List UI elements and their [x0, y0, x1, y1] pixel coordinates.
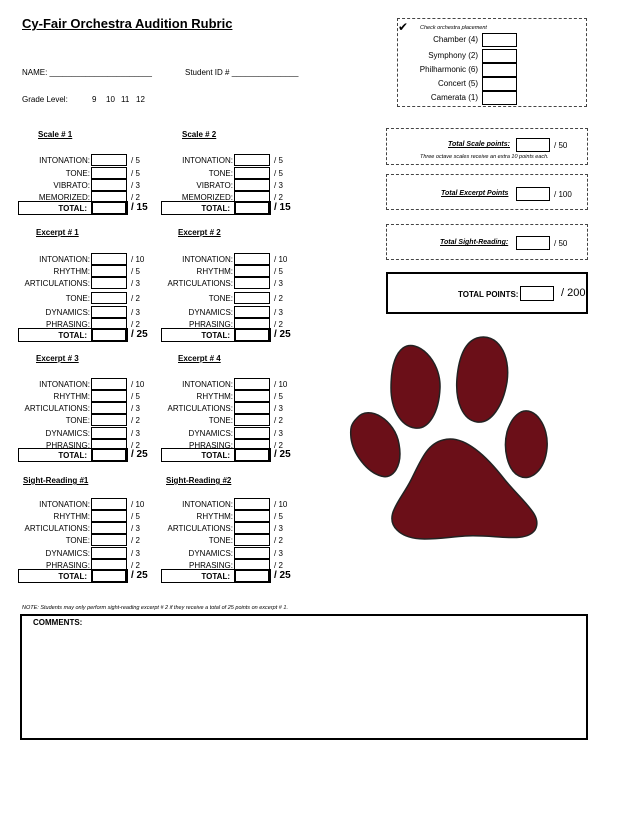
criterion-label: RHYTHM:: [53, 512, 90, 521]
placement-checkbox[interactable]: [482, 49, 517, 63]
total-label: TOTAL:: [58, 572, 87, 581]
placement-checkbox[interactable]: [482, 63, 517, 77]
score-input[interactable]: [234, 154, 270, 166]
criterion-label: ARTICULATIONS:: [167, 404, 233, 413]
score-input[interactable]: [91, 534, 127, 546]
score-input[interactable]: [91, 277, 127, 289]
sight-total-input[interactable]: [516, 236, 550, 250]
criterion-label: DYNAMICS:: [45, 308, 90, 317]
max-points: / 3: [131, 279, 140, 288]
score-input[interactable]: [234, 292, 270, 304]
max-points: / 3: [274, 404, 283, 413]
placement-option-label: Camerata (1): [430, 93, 478, 102]
total-input[interactable]: [234, 569, 270, 583]
total-label: TOTAL:: [201, 331, 230, 340]
total-max: / 25: [131, 570, 148, 581]
student-id-field[interactable]: Student ID # _______________: [185, 68, 299, 77]
placement-checkbox[interactable]: [482, 77, 517, 91]
max-points: / 10: [274, 255, 288, 264]
grade-option-9[interactable]: 9: [92, 95, 97, 104]
max-points: / 10: [131, 500, 145, 509]
max-points: / 2: [274, 193, 283, 202]
criterion-label: INTONATION:: [39, 156, 90, 165]
comments-label: COMMENTS:: [33, 618, 83, 627]
criterion-label: TONE:: [65, 416, 90, 425]
score-input[interactable]: [91, 498, 127, 510]
score-input[interactable]: [91, 547, 127, 559]
comments-box[interactable]: [20, 614, 588, 740]
excerpt-total-label: Total Excerpt Points: [441, 190, 509, 197]
total-max: / 25: [274, 449, 291, 460]
page-title: Cy-Fair Orchestra Audition Rubric: [22, 16, 233, 31]
max-points: / 3: [274, 524, 283, 533]
max-points: / 5: [274, 512, 283, 521]
scale-total-input[interactable]: [516, 138, 550, 152]
total-label: TOTAL:: [58, 331, 87, 340]
placement-option-label: Concert (5): [437, 79, 478, 88]
criterion-label: RHYTHM:: [196, 512, 233, 521]
score-input[interactable]: [234, 277, 270, 289]
max-points: / 2: [274, 320, 283, 329]
score-input[interactable]: [234, 265, 270, 277]
total-input[interactable]: [234, 448, 270, 462]
criterion-label: DYNAMICS:: [188, 429, 233, 438]
score-input[interactable]: [234, 179, 270, 191]
max-points: / 5: [131, 267, 140, 276]
criterion-label: INTONATION:: [39, 380, 90, 389]
criterion-label: VIBRATO:: [53, 181, 90, 190]
criterion-label: INTONATION:: [39, 255, 90, 264]
score-input[interactable]: [91, 510, 127, 522]
section-title: Excerpt # 1: [36, 228, 79, 237]
max-points: / 3: [131, 524, 140, 533]
max-points: / 3: [131, 404, 140, 413]
total-label: TOTAL:: [201, 451, 230, 460]
criterion-label: ARTICULATIONS:: [24, 279, 90, 288]
criterion-label: DYNAMICS:: [188, 308, 233, 317]
criterion-label: VIBRATO:: [196, 181, 233, 190]
total-max: / 25: [131, 329, 148, 340]
max-points: / 2: [131, 193, 140, 202]
criterion-label: PHRASING:: [45, 320, 90, 329]
max-points: / 3: [131, 549, 140, 558]
score-input[interactable]: [91, 378, 127, 390]
score-input[interactable]: [91, 306, 127, 318]
max-points: / 5: [274, 267, 283, 276]
check-icon: ✔: [398, 20, 409, 34]
total-points-label: TOTAL POINTS:: [458, 290, 519, 299]
total-max: / 25: [131, 449, 148, 460]
score-input[interactable]: [91, 253, 127, 265]
max-points: / 3: [131, 429, 140, 438]
score-input[interactable]: [234, 547, 270, 559]
section-title: Scale # 1: [38, 130, 73, 139]
total-max: / 15: [274, 202, 291, 213]
criterion-label: ARTICULATIONS:: [167, 524, 233, 533]
grade-option-11[interactable]: 11: [121, 95, 130, 104]
score-input[interactable]: [234, 427, 270, 439]
total-label: TOTAL:: [58, 204, 87, 213]
max-points: / 3: [274, 429, 283, 438]
total-max: / 15: [131, 202, 148, 213]
criterion-label: INTONATION:: [182, 380, 233, 389]
total-points-input[interactable]: [520, 286, 554, 301]
max-points: / 5: [274, 392, 283, 401]
max-points: / 2: [131, 561, 140, 570]
criterion-label: RHYTHM:: [196, 392, 233, 401]
criterion-label: DYNAMICS:: [45, 549, 90, 558]
total-points-max: / 200: [561, 287, 586, 299]
criterion-label: TONE:: [65, 294, 90, 303]
sight-total-label: Total Sight-Reading:: [440, 239, 509, 246]
criterion-label: PHRASING:: [45, 561, 90, 570]
criterion-label: TONE:: [208, 294, 233, 303]
excerpt-total-input[interactable]: [516, 187, 550, 201]
total-label: TOTAL:: [58, 451, 87, 460]
criterion-label: INTONATION:: [39, 500, 90, 509]
grade-level-label: Grade Level:: [22, 95, 68, 104]
placement-header: Check orchestra placement: [420, 25, 487, 31]
placement-option-label: Philharmonic (6): [419, 65, 478, 74]
paw-toe-1: [391, 346, 440, 429]
total-input[interactable]: [234, 201, 270, 215]
max-points: / 10: [131, 380, 145, 389]
max-points: / 3: [131, 308, 140, 317]
scale-total-note: Three octave scales receive an extra 10 points each.: [420, 154, 549, 160]
criterion-label: ARTICULATIONS:: [24, 404, 90, 413]
total-input[interactable]: [91, 448, 127, 462]
criterion-label: PHRASING:: [188, 441, 233, 450]
score-input[interactable]: [91, 292, 127, 304]
total-input[interactable]: [91, 328, 127, 342]
score-input[interactable]: [91, 522, 127, 534]
total-label: TOTAL:: [201, 204, 230, 213]
max-points: / 3: [274, 308, 283, 317]
criterion-label: RHYTHM:: [53, 392, 90, 401]
max-points: / 2: [274, 441, 283, 450]
score-input[interactable]: [91, 390, 127, 402]
criterion-label: PHRASING:: [188, 320, 233, 329]
score-input[interactable]: [234, 522, 270, 534]
sight-reading-note: NOTE: Students may only perform sight-reading excerpt # 2 if they receive a total of 25 points on excerpt # 1.: [22, 605, 288, 611]
section-title: Excerpt # 2: [178, 228, 221, 237]
score-input[interactable]: [91, 402, 127, 414]
score-input[interactable]: [91, 414, 127, 426]
criterion-label: TONE:: [65, 536, 90, 545]
max-points: / 5: [274, 156, 283, 165]
max-points: / 10: [274, 500, 288, 509]
max-points: / 2: [131, 536, 140, 545]
score-input[interactable]: [91, 265, 127, 277]
criterion-label: DYNAMICS:: [45, 429, 90, 438]
paw-print-logo: [345, 330, 555, 540]
total-label: TOTAL:: [201, 572, 230, 581]
max-points: / 3: [274, 549, 283, 558]
score-input[interactable]: [234, 414, 270, 426]
criterion-label: TONE:: [208, 416, 233, 425]
score-input[interactable]: [234, 402, 270, 414]
criterion-label: MEMORIZED:: [38, 193, 90, 202]
placement-checkbox[interactable]: [482, 91, 517, 105]
score-input[interactable]: [234, 510, 270, 522]
paw-toe-4: [506, 411, 548, 478]
score-input[interactable]: [234, 167, 270, 179]
placement-option-label: Chamber (4): [433, 35, 478, 44]
score-input[interactable]: [234, 498, 270, 510]
score-input[interactable]: [234, 253, 270, 265]
section-title: Excerpt # 3: [36, 354, 79, 363]
criterion-label: ARTICULATIONS:: [24, 524, 90, 533]
max-points: / 5: [131, 392, 140, 401]
score-input[interactable]: [91, 427, 127, 439]
max-points: / 2: [274, 416, 283, 425]
max-points: / 3: [274, 181, 283, 190]
score-input[interactable]: [234, 390, 270, 402]
max-points: / 2: [131, 294, 140, 303]
paw-toe-2: [457, 337, 508, 422]
placement-option-label: Symphony (2): [428, 51, 478, 60]
paw-toe-3: [351, 413, 400, 477]
criterion-label: INTONATION:: [182, 500, 233, 509]
grade-option-12[interactable]: 12: [136, 95, 145, 104]
score-input[interactable]: [234, 534, 270, 546]
criterion-label: TONE:: [65, 169, 90, 178]
excerpt-total-max: / 100: [554, 190, 572, 199]
max-points: / 3: [131, 181, 140, 190]
criterion-label: INTONATION:: [182, 255, 233, 264]
score-input[interactable]: [91, 179, 127, 191]
max-points: / 2: [131, 441, 140, 450]
max-points: / 5: [131, 169, 140, 178]
criterion-label: DYNAMICS:: [188, 549, 233, 558]
grade-option-10[interactable]: 10: [106, 95, 115, 104]
max-points: / 2: [274, 536, 283, 545]
max-points: / 3: [274, 279, 283, 288]
placement-checkbox[interactable]: [482, 33, 517, 47]
scale-total-label: Total Scale points:: [448, 141, 510, 148]
max-points: / 5: [131, 512, 140, 521]
max-points: / 10: [131, 255, 145, 264]
max-points: / 2: [131, 320, 140, 329]
scale-total-max: / 50: [554, 141, 568, 150]
criterion-label: ARTICULATIONS:: [167, 279, 233, 288]
sight-total-max: / 50: [554, 239, 568, 248]
criterion-label: RHYTHM:: [53, 267, 90, 276]
max-points: / 2: [274, 561, 283, 570]
max-points: / 10: [274, 380, 288, 389]
total-input[interactable]: [234, 328, 270, 342]
max-points: / 5: [131, 156, 140, 165]
max-points: / 5: [274, 169, 283, 178]
criterion-label: PHRASING:: [45, 441, 90, 450]
criterion-label: RHYTHM:: [196, 267, 233, 276]
total-max: / 25: [274, 329, 291, 340]
score-input[interactable]: [234, 306, 270, 318]
total-max: / 25: [274, 570, 291, 581]
score-input[interactable]: [234, 378, 270, 390]
section-title: Sight-Reading #1: [23, 476, 89, 485]
total-input[interactable]: [91, 201, 127, 215]
criterion-label: INTONATION:: [182, 156, 233, 165]
total-input[interactable]: [91, 569, 127, 583]
criterion-label: MEMORIZED:: [181, 193, 233, 202]
section-title: Scale # 2: [182, 130, 217, 139]
criterion-label: TONE:: [208, 169, 233, 178]
score-input[interactable]: [91, 167, 127, 179]
max-points: / 2: [131, 416, 140, 425]
score-input[interactable]: [91, 154, 127, 166]
section-title: Sight-Reading #2: [166, 476, 232, 485]
name-field[interactable]: NAME: _______________________: [22, 68, 152, 77]
criterion-label: TONE:: [208, 536, 233, 545]
criterion-label: PHRASING:: [188, 561, 233, 570]
section-title: Excerpt # 4: [178, 354, 221, 363]
max-points: / 2: [274, 294, 283, 303]
